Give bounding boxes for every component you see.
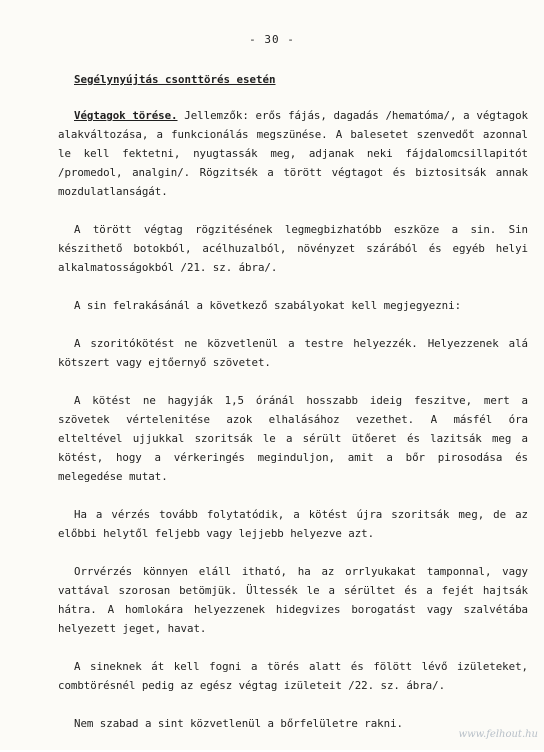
paragraph-splint-joints: A sineknek át kell fogni a törés alatt és fölött lévő izületeket, combtörésnél pedig az egész végtag izületeit /22. sz. ábra/. bbox=[58, 660, 528, 692]
page-number: - 30 - bbox=[249, 33, 295, 46]
paragraph-text: Jellemzők: erős fájás, dagadás /hematóma/, a végtagok alakváltozása, a funkcionálás megszünése. A balesetet szenvedőt azonnal le kell fektetni, nyugtassák meg, adjanak neki fájdalomcsillapitót /promedol, analgin/. Rögzitsék a törött végtagot és biztositsák annak mozdulatlanságát. bbox=[58, 109, 528, 198]
paragraph-fractures-intro bbox=[58, 106, 528, 201]
paragraph-splint: A törött végtag rögzitésének legmegbizhatóbb eszköze a sin. Sin készithető botokból, acélhuzalból, növényzet szárából és egyéb helyi alkalmatosságokból /21. sz. ábra/. bbox=[58, 223, 528, 274]
paragraph-tourniquet-placement: A szoritókötést ne közvetlenül a testre helyezzék. Helyezzenek alá kötszert vagy ejtőernyő szövetet. bbox=[58, 337, 528, 369]
subheading-limb-fractures: Végtagok törése. bbox=[74, 109, 178, 122]
paragraph-continued-bleeding: Ha a vérzés tovább folytatódik, a kötést újra szoritsák meg, de az előbbi helytől feljebb vagy lejjebb helyezve azt. bbox=[58, 508, 528, 540]
paragraph-nosebleed: Orrvérzés könnyen eláll itható, ha az orrlyukakat tamponnal, vagy vattával szorosan betömjük. Ültessék le a sérültet és a fejét hajtsák hátra. A homlokára helyezzenek hidegvizes borogatást vagy szalvétába helyezett jeget, havat. bbox=[58, 565, 528, 635]
section-heading: Segélynyújtás csonttörés esetén bbox=[74, 73, 276, 86]
document-body bbox=[58, 70, 528, 752]
paragraph-splint-skin: Nem szabad a sint közvetlenül a bőrfelületre rakni. bbox=[74, 717, 403, 730]
paragraph-splint-rules: A sin felrakásánál a következő szabályokat kell megjegyezni: bbox=[74, 299, 462, 312]
paragraph-tourniquet-duration: A kötést ne hagyják 1,5 óránál hosszabb ideig feszitve, mert a szövetek vértelenitése azok elhalásához vezethet. A másfél óra elteltével ujjukkal szoritsák le a sérült ütőeret és lazitsák meg a kötést, hogy a vérkeringés meginduljon, amit a bőr pirosodása és melegedése mutat. bbox=[58, 394, 528, 483]
watermark: www.felhout.hu bbox=[458, 729, 538, 740]
